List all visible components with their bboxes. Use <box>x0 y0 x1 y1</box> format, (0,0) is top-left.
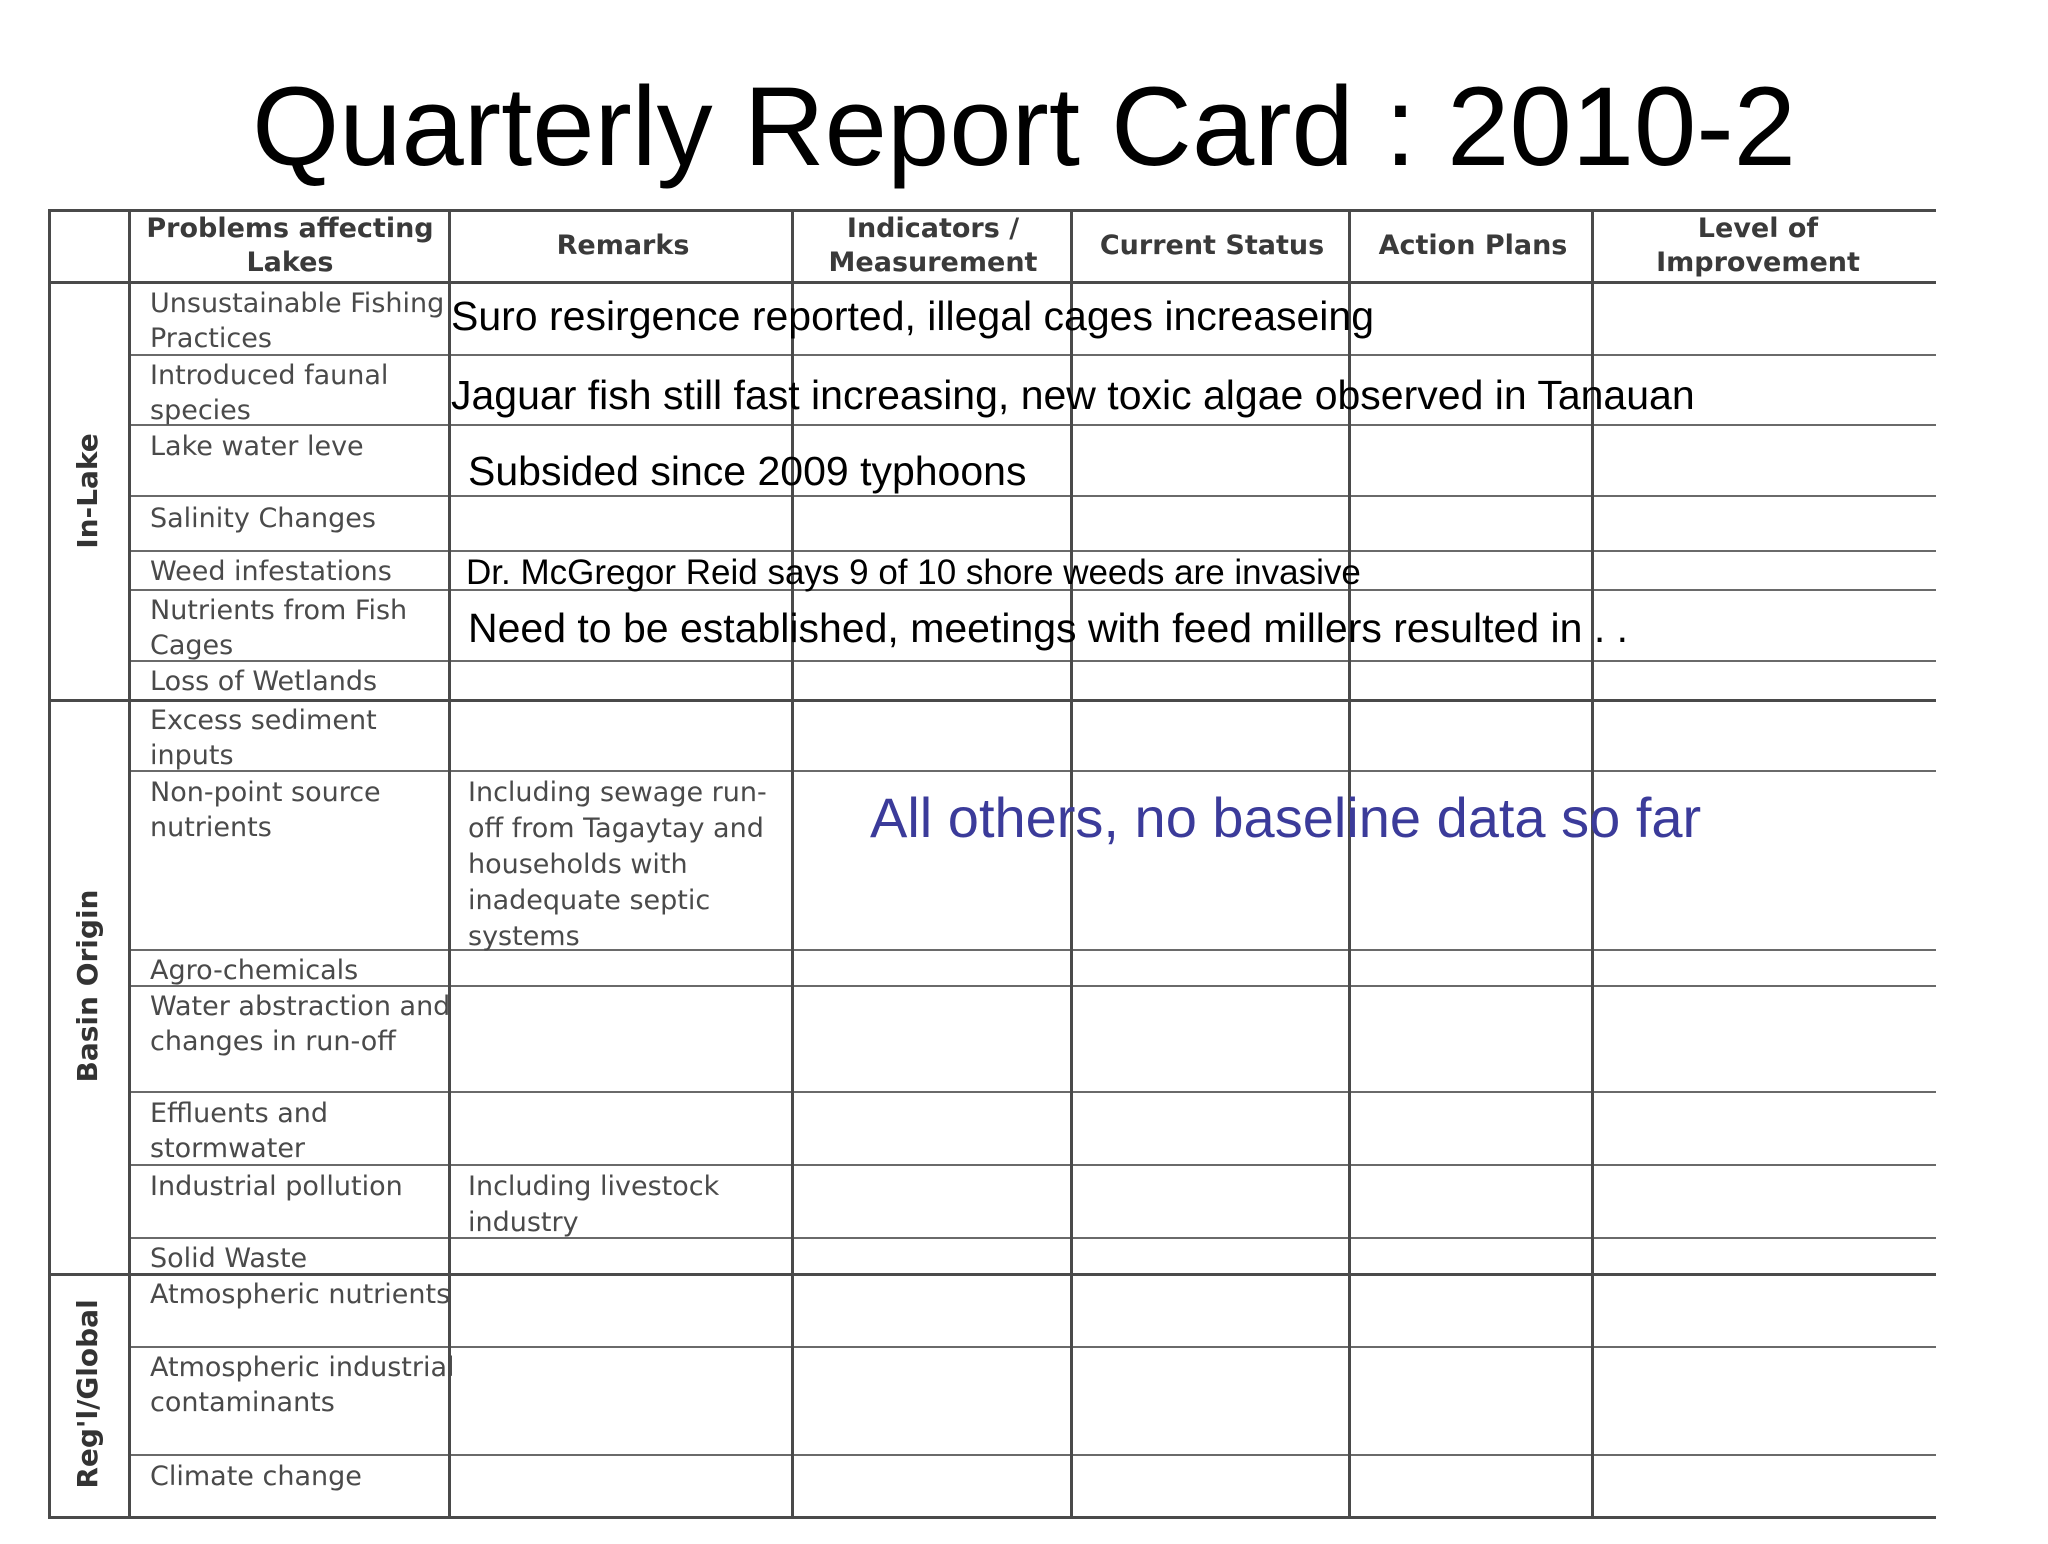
problem-cell: Climate change <box>150 1461 362 1492</box>
remark-water-level: Subsided since 2009 typhoons <box>468 448 1027 494</box>
table-rule <box>128 550 1936 552</box>
table-rule <box>128 209 131 1519</box>
group-label-in-lake: In-Lake <box>71 433 104 549</box>
table-rule <box>48 1516 1936 1519</box>
problem-cell: Lake water leve <box>150 431 364 462</box>
header-current-status: Current Status <box>1099 230 1325 261</box>
problem-cell: Industrial pollution <box>150 1171 403 1202</box>
header-problems: Problems affecting Lakes <box>146 213 434 278</box>
table-rule <box>128 495 1936 497</box>
problem-cell: Introduced faunal species <box>150 360 389 426</box>
remark-fish-cage-nutrients: Need to be established, meetings with feed millers resulted in . . <box>468 605 1628 651</box>
problem-cell: Agro-chemicals <box>150 955 359 986</box>
table-rule <box>128 1346 1936 1348</box>
problem-cell: Weed infestations <box>150 556 392 587</box>
problem-cell: Water abstraction and changes in run-off <box>150 991 451 1057</box>
remark-faunal-species: Jaguar fish still fast increasing, new toxic algae observed in Tanauan <box>451 372 1695 418</box>
remark-fishing: Suro resirgence reported, illegal cages increaseing <box>451 293 1375 339</box>
group-label-basin-origin: Basin Origin <box>71 889 104 1083</box>
header-action-plans: Action Plans <box>1378 230 1568 261</box>
problem-cell: Nutrients from Fish Cages <box>150 595 408 661</box>
problem-cell: Atmospheric nutrients <box>150 1279 451 1310</box>
table-rule <box>48 699 1936 702</box>
problem-cell: Non-point source nutrients <box>150 777 381 843</box>
problem-cell: Solid Waste <box>150 1243 308 1274</box>
problem-cell: Unsustainable Fishing Practices <box>150 288 445 354</box>
header-improvement: Level of Improvement <box>1656 213 1860 278</box>
problem-cell: Excess sediment inputs <box>150 705 377 771</box>
slide-title: Quarterly Report Card : 2010-2 <box>252 64 1796 189</box>
baseline-note: All others, no baseline data so far <box>870 786 1702 849</box>
table-rule <box>128 1237 1936 1239</box>
problem-cell: Atmospheric industrial contaminants <box>150 1352 455 1418</box>
table-rule <box>128 949 1936 951</box>
table-rule <box>128 1091 1936 1093</box>
problem-cell: Loss of Wetlands <box>150 666 378 697</box>
remark-cell-industrial: Including livestock industry <box>468 1171 720 1238</box>
problem-cell: Effluents and stormwater <box>150 1098 329 1164</box>
group-label-global: Reg'l/Global <box>71 1299 104 1489</box>
header-remarks: Remarks <box>556 230 690 261</box>
problem-cell: Salinity Changes <box>150 503 376 534</box>
report-card-table <box>48 209 1936 1519</box>
remark-weeds: Dr. McGregor Reid says 9 of 10 shore weeds are invasive <box>466 553 1361 592</box>
table-rule <box>128 1454 1936 1456</box>
header-indicators: Indicators / Measurement <box>828 213 1038 278</box>
table-rule <box>48 209 51 1519</box>
remark-cell-nonpoint: Including sewage run-off from Tagaytay and households with inadequate septic systems <box>468 777 767 952</box>
